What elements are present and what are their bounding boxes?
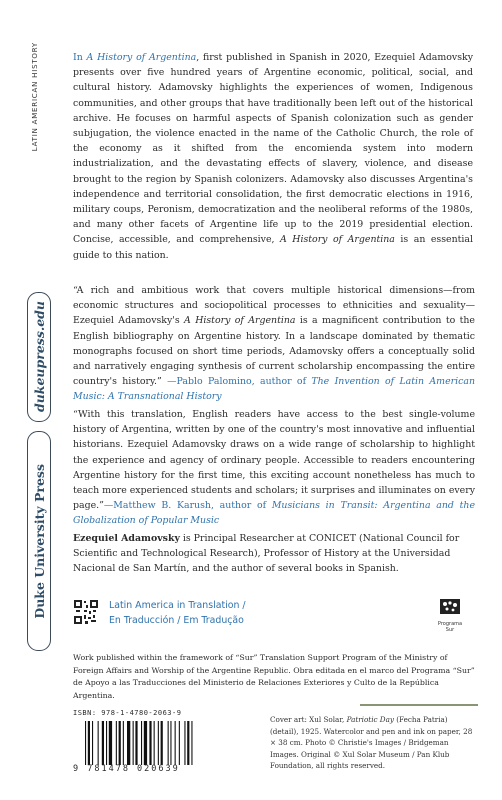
divider-rule [360, 704, 478, 706]
description-lead: In A History of Argentina [73, 52, 197, 63]
isbn-label: ISBN: 978-1-4780-2063-9 [73, 709, 182, 717]
barcode-block [73, 709, 243, 779]
review-quote-1: “A rich and ambitious work that covers multiple historical dimensions—from economic structures and sociopolitical processes to ethnicities and sexuality—Ezequiel Adamovsky's A History of Argentina is a magnificent contribution to the English bibliography on Argentine history. In a landscape dominated by thematic monographs focused on short time periods, Adamovsky offers a conceptually solid and narratively engaging synthesis of current scholarship encompassing the entire country's history.” —Pablo Palomino, author of The Invention of Latin American Music: A Transnational History [73, 285, 475, 403]
publisher-url-box[interactable] [27, 292, 51, 422]
author-bio: Ezequiel Adamovsky is Principal Researcher at CONICET (National Council for Scientific and Technological Research), Professor of History at the Universidad Nacional de San Martín, and the author of several books in Spanish. [73, 533, 460, 575]
isbn-digits: 9 781478 020639 [73, 764, 180, 774]
translation-support-note: Work published within the framework of “Sur” Translation Support Program of the Ministry of Foreign Affairs and Worship of the Argentine Republic. Obra editada en el marco del Programa “Sur” de Apoyo a las Traducciones del Ministerio de Relaciones Exteriores y Culto de la República Argentina. [73, 653, 475, 700]
publisher-url[interactable]: dukeupress.edu [31, 301, 47, 413]
qr-code-icon[interactable] [73, 599, 99, 625]
programa-sur-logo [435, 597, 465, 633]
review-quote-2: “With this translation, English readers have access to the best single-volume history of Argentina, written by one of the country's most innovative and influential historians. Ezequiel Adamovsky draws on a wide range of scholarship to highlight the experience and agency of ordinary people. Accessible to readers encountering Argentine history for the first time, this exciting account nonetheless has much to teach more experienced students and scholars; it surprises and illuminates on every page.”—Matthew B. Karush, author of Musicians in Transit: Argentina and the Globalization of Popular Music [73, 409, 475, 527]
book-description: In A History of Argentina, first published in Spanish in 2020, Ezequiel Adamovsky presents over five hundred years of Argentine economic, political, social, and cultural history. Adamovsky highlights the experiences of women, Indigenous communities, and other groups that have traditionally been left out of the historical archive. He focuses on harmful aspects of Spanish colonization such as gender subjugation, the violence enacted in the name of the Catholic Church, the role of the economy as it shifted from the encomienda system into modern industrialization, and the devastating effects of slavery, violence, and disease brought to the region by Spanish colonizers. Adamovsky also discusses Argentina's independence and territorial consolidation, the first democratic elections in 1916, military coups, Peronism, democratization and the neoliberal reforms of the 1980s, and many other facets of Argentine life up to the 2019 presidential election. Concise, accessible, and comprehensive, A History of Argentina is an essential guide to this nation. [73, 52, 473, 261]
series-row [73, 597, 475, 631]
author-name: Ezequiel Adamovsky [73, 533, 180, 544]
quote-attribution-2: —Matthew B. Karush, author of Musicians in Transit: Argentina and the Globalization of Popular Music [73, 500, 475, 527]
publisher-name-box [27, 431, 51, 651]
series-name: Latin America in Translation / En Traducción / Em Tradução [109, 600, 246, 626]
quote-attribution-1: —Pablo Palomino, author of The Invention of Latin American Music: A Transnational History [73, 376, 475, 403]
description-block [73, 50, 473, 263]
barcode-bars [83, 721, 233, 765]
programa-sur-icon [439, 597, 461, 617]
cover-art-credit: Cover art: Xul Solar, Patriotic Day (Fecha Patria) (detail), 1925. Watercolor and pen and ink on paper, 28 × 38 cm. Photo © Christie's Images / Bridgeman Images. Original © Xul Solar Museum / Pan Klub Foundation, all rights reserved. [270, 715, 473, 771]
programa-sur-label: Programa Sur [437, 621, 463, 633]
publisher-name: Duke University Press [31, 463, 47, 619]
category-label: LATIN AMERICAN HISTORY [31, 42, 39, 152]
